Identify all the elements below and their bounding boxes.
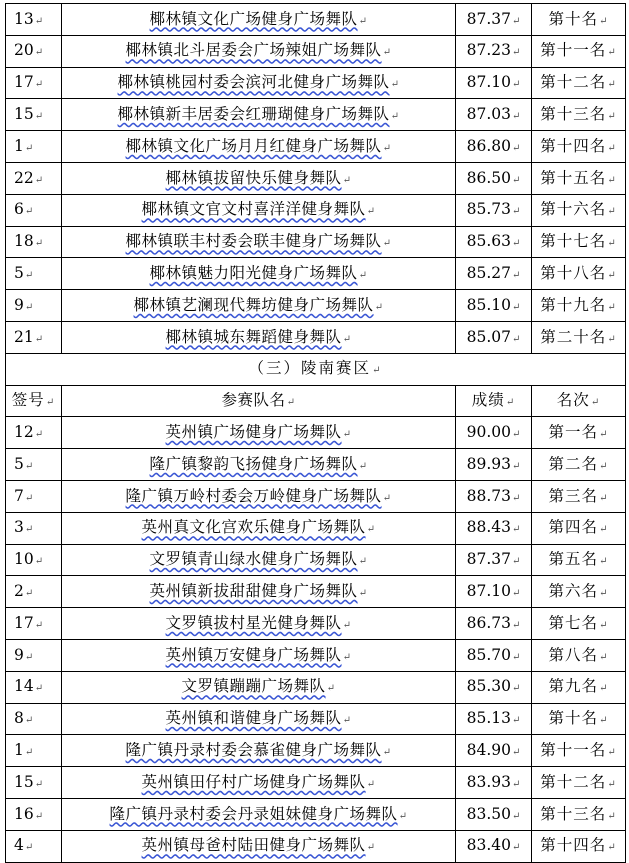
team-name: 椰林镇魅力阳光健身广场舞队↵ [62, 258, 456, 290]
team-score: 85.30↵ [456, 671, 532, 703]
team-score: 83.50↵ [456, 798, 532, 830]
team-rank: 第十三名↵ [532, 798, 626, 830]
paragraph-mark: ↵ [358, 460, 368, 472]
team-rank: 第十九名↵ [532, 290, 626, 322]
paragraph-mark: ↵ [511, 15, 521, 27]
row-number: 5↵ [6, 449, 62, 481]
table-row [6, 735, 626, 767]
row-number: 15↵ [6, 767, 62, 799]
header-no: 签号↵ [6, 385, 62, 417]
team-rank: 第二十名↵ [532, 321, 626, 353]
row-number: 9↵ [6, 639, 62, 671]
team-name: 椰林镇城东舞蹈健身舞队↵ [62, 321, 456, 353]
team-name: 椰林镇艺澜现代舞坊健身广场舞队↵ [62, 290, 456, 322]
table-row [6, 35, 626, 67]
row-number: 4↵ [6, 830, 62, 862]
row-number: 18↵ [6, 226, 62, 258]
paragraph-mark: ↵ [34, 778, 44, 790]
paragraph-mark: ↵ [398, 810, 408, 822]
paragraph-mark: ↵ [24, 270, 34, 282]
team-score: 88.43↵ [456, 512, 532, 544]
paragraph-mark: ↵ [599, 683, 609, 695]
team-name: 椰林镇文化广场月月红健身广场舞队↵ [62, 131, 456, 163]
section-row [6, 353, 626, 385]
paragraph-mark: ↵ [511, 333, 521, 345]
paragraph-mark: ↵ [34, 333, 44, 345]
team-name: 椰林镇北斗居委会广场辣姐广场舞队↵ [62, 35, 456, 67]
paragraph-mark: ↵ [342, 429, 352, 440]
team-rank: 第二名↵ [532, 449, 626, 481]
paragraph-mark: ↵ [342, 333, 352, 345]
paragraph-mark: ↵ [374, 301, 384, 313]
team-score: 85.73↵ [456, 194, 532, 226]
team-rank: 第十一名↵ [532, 735, 626, 767]
paragraph-mark: ↵ [511, 460, 521, 472]
paragraph-mark: ↵ [358, 270, 368, 282]
team-name: 椰林镇文化广场健身广场舞队↵ [62, 4, 456, 36]
team-score: 83.93↵ [456, 767, 532, 799]
paragraph-mark: ↵ [24, 587, 34, 599]
row-number: 17↵ [6, 67, 62, 99]
paragraph-mark: ↵ [358, 587, 368, 599]
paragraph-mark: ↵ [511, 270, 521, 282]
team-name: 椰林镇新丰居委会红珊瑚健身广场舞队↵ [62, 99, 456, 131]
team-name: 隆广镇万岭村委会万岭健身广场舞队↵ [62, 480, 456, 512]
paragraph-mark: ↵ [599, 651, 609, 663]
team-rank: 第七名↵ [532, 608, 626, 640]
paragraph-mark: ↵ [607, 270, 617, 282]
table-row [6, 131, 626, 163]
row-number: 2↵ [6, 576, 62, 608]
team-score: 86.80↵ [456, 131, 532, 163]
paragraph-mark: ↵ [511, 524, 521, 536]
paragraph-mark: ↵ [511, 842, 521, 854]
paragraph-mark: ↵ [607, 301, 617, 313]
team-name: 英州镇万安健身广场舞队↵ [62, 639, 456, 671]
team-name: 英州镇新拔甜甜健身广场舞队↵ [62, 576, 456, 608]
team-rank: 第十三名↵ [532, 99, 626, 131]
table-row [6, 798, 626, 830]
team-rank: 第十四名↵ [532, 131, 626, 163]
paragraph-mark: ↵ [358, 556, 368, 568]
paragraph-mark: ↵ [511, 429, 521, 440]
paragraph-mark: ↵ [326, 683, 336, 695]
team-score: 84.90↵ [456, 735, 532, 767]
table-row [6, 321, 626, 353]
team-score: 85.10↵ [456, 290, 532, 322]
row-number: 20↵ [6, 35, 62, 67]
paragraph-mark: ↵ [366, 842, 376, 854]
paragraph-mark: ↵ [599, 460, 609, 472]
team-rank: 第五名↵ [532, 544, 626, 576]
paragraph-mark: ↵ [34, 111, 44, 123]
paragraph-mark: ↵ [511, 587, 521, 599]
upper-results-body [6, 4, 626, 354]
row-number: 14↵ [6, 671, 62, 703]
table-row [6, 639, 626, 671]
paragraph-mark: ↵ [366, 778, 376, 790]
team-rank: 第十八名↵ [532, 258, 626, 290]
paragraph-mark: ↵ [511, 142, 521, 154]
team-rank: 第八名↵ [532, 639, 626, 671]
paragraph-mark: ↵ [607, 810, 617, 822]
paragraph-mark: ↵ [342, 715, 352, 727]
table-row [6, 671, 626, 703]
team-score: 87.10↵ [456, 576, 532, 608]
table-row [6, 417, 626, 449]
team-rank: 第三名↵ [532, 480, 626, 512]
paragraph-mark: ↵ [599, 429, 609, 440]
paragraph-mark: ↵ [382, 492, 392, 504]
paragraph-mark: ↵ [599, 15, 609, 27]
team-rank: 第十六名↵ [532, 194, 626, 226]
paragraph-mark: ↵ [511, 619, 521, 631]
paragraph-mark: ↵ [34, 619, 44, 631]
paragraph-mark: ↵ [511, 47, 521, 59]
paragraph-mark: ↵ [607, 333, 617, 345]
team-score: 85.07↵ [456, 321, 532, 353]
paragraph-mark: ↵ [366, 524, 376, 536]
paragraph-mark: ↵ [34, 683, 44, 695]
paragraph-mark: ↵ [511, 715, 521, 727]
paragraph-mark: ↵ [24, 206, 34, 218]
team-name: 文罗镇蹦蹦广场舞队↵ [62, 671, 456, 703]
table-row [6, 608, 626, 640]
section-title: （三）陵南赛区↵ [6, 353, 626, 385]
team-score: 87.23↵ [456, 35, 532, 67]
row-number: 10↵ [6, 544, 62, 576]
paragraph-mark: ↵ [599, 556, 609, 568]
paragraph-mark: ↵ [511, 206, 521, 218]
team-rank: 第十一名↵ [532, 35, 626, 67]
paragraph-mark: ↵ [607, 142, 617, 154]
paragraph-mark: ↵ [390, 79, 400, 91]
paragraph-mark: ↵ [382, 746, 392, 758]
paragraph-mark: ↵ [366, 206, 376, 218]
paragraph-mark: ↵ [511, 810, 521, 822]
team-name: 英州镇广场健身广场舞队↵ [62, 417, 456, 449]
team-name: 椰林镇拔留快乐健身舞队↵ [62, 162, 456, 194]
paragraph-mark: ↵ [607, 238, 617, 250]
row-number: 15↵ [6, 99, 62, 131]
paragraph-mark: ↵ [599, 492, 609, 504]
team-rank: 第十名↵ [532, 4, 626, 36]
team-score: 85.70↵ [456, 639, 532, 671]
paragraph-mark: ↵ [382, 238, 392, 250]
paragraph-mark: ↵ [607, 174, 617, 186]
paragraph-mark: ↵ [24, 142, 34, 154]
team-name: 隆广镇丹录村委会慕雀健身广场舞队↵ [62, 735, 456, 767]
team-name: 英州真文化宫欢乐健身广场舞队↵ [62, 512, 456, 544]
paragraph-mark: ↵ [607, 778, 617, 790]
team-score: 86.73↵ [456, 608, 532, 640]
team-score: 85.63↵ [456, 226, 532, 258]
paragraph-mark: ↵ [511, 238, 521, 250]
team-rank: 第一名↵ [532, 417, 626, 449]
paragraph-mark: ↵ [511, 683, 521, 695]
results-document [5, 3, 625, 863]
paragraph-mark: ↵ [24, 492, 34, 504]
results-table [5, 3, 626, 863]
paragraph-mark: ↵ [599, 587, 609, 599]
team-score: 83.40↵ [456, 830, 532, 862]
team-name: 文罗镇拔村星光健身舞队↵ [62, 608, 456, 640]
row-number: 22↵ [6, 162, 62, 194]
paragraph-mark: ↵ [607, 47, 617, 59]
team-name: 椰林镇桃园村委会滨河北健身广场舞队↵ [62, 67, 456, 99]
row-number: 7↵ [6, 480, 62, 512]
team-score: 89.93↵ [456, 449, 532, 481]
table-row [6, 449, 626, 481]
paragraph-mark: ↵ [511, 174, 521, 186]
team-rank: 第十七名↵ [532, 226, 626, 258]
team-rank: 第十名↵ [532, 703, 626, 735]
table-row [6, 290, 626, 322]
table-row [6, 830, 626, 862]
team-rank: 第十二名↵ [532, 67, 626, 99]
header-score: 成绩↵ [456, 385, 532, 417]
table-row [6, 767, 626, 799]
table-row [6, 512, 626, 544]
row-number: 13↵ [6, 4, 62, 36]
lower-results-body [6, 417, 626, 862]
table-row [6, 544, 626, 576]
paragraph-mark: ↵ [34, 238, 44, 250]
team-rank: 第十四名↵ [532, 830, 626, 862]
row-number: 1↵ [6, 735, 62, 767]
paragraph-mark: ↵ [607, 746, 617, 758]
row-number: 12↵ [6, 417, 62, 449]
team-name: 椰林镇文官文村喜洋洋健身舞队↵ [62, 194, 456, 226]
team-name: 隆广镇丹录村委会丹录姐妹健身广场舞队↵ [62, 798, 456, 830]
team-rank: 第九名↵ [532, 671, 626, 703]
row-number: 21↵ [6, 321, 62, 353]
paragraph-mark: ↵ [34, 15, 44, 27]
team-score: 86.50↵ [456, 162, 532, 194]
table-row [6, 194, 626, 226]
team-score: 87.10↵ [456, 67, 532, 99]
paragraph-mark: ↵ [24, 715, 34, 727]
team-name: 英州镇和谐健身广场舞队↵ [62, 703, 456, 735]
paragraph-mark: ↵ [342, 619, 352, 631]
paragraph-mark: ↵ [390, 111, 400, 123]
team-score: 87.37↵ [456, 544, 532, 576]
team-rank: 第四名↵ [532, 512, 626, 544]
team-score: 87.37↵ [456, 4, 532, 36]
team-rank: 第六名↵ [532, 576, 626, 608]
paragraph-mark: ↵ [34, 79, 44, 91]
header-rank: 名次↵ [532, 385, 626, 417]
team-name: 隆广镇黎韵飞扬健身广场舞队↵ [62, 449, 456, 481]
paragraph-mark: ↵ [511, 556, 521, 568]
paragraph-mark: ↵ [511, 778, 521, 790]
table-row [6, 99, 626, 131]
paragraph-mark: ↵ [511, 111, 521, 123]
paragraph-mark: ↵ [24, 301, 34, 313]
row-number: 8↵ [6, 703, 62, 735]
paragraph-mark: ↵ [34, 47, 44, 59]
table-row [6, 480, 626, 512]
paragraph-mark: ↵ [34, 174, 44, 186]
paragraph-mark: ↵ [24, 524, 34, 536]
table-row [6, 258, 626, 290]
team-score: 88.73↵ [456, 480, 532, 512]
paragraph-mark: ↵ [34, 810, 44, 822]
header-team: 参赛队名↵ [62, 385, 456, 417]
paragraph-mark: ↵ [599, 524, 609, 536]
paragraph-mark: ↵ [382, 47, 392, 59]
team-score: 90.00↵ [456, 417, 532, 449]
paragraph-mark: ↵ [382, 142, 392, 154]
row-number: 6↵ [6, 194, 62, 226]
paragraph-mark: ↵ [342, 174, 352, 186]
paragraph-mark: ↵ [24, 460, 34, 472]
paragraph-mark: ↵ [24, 746, 34, 758]
team-score: 87.03↵ [456, 99, 532, 131]
row-number: 9↵ [6, 290, 62, 322]
paragraph-mark: ↵ [511, 301, 521, 313]
paragraph-mark: ↵ [24, 842, 34, 854]
table-row [6, 4, 626, 36]
team-rank: 第十五名↵ [532, 162, 626, 194]
paragraph-mark: ↵ [599, 619, 609, 631]
row-number: 16↵ [6, 798, 62, 830]
table-row [6, 226, 626, 258]
row-number: 17↵ [6, 608, 62, 640]
table-row [6, 703, 626, 735]
paragraph-mark: ↵ [607, 111, 617, 123]
table-header-row [6, 385, 626, 417]
paragraph-mark: ↵ [511, 746, 521, 758]
team-score: 85.13↵ [456, 703, 532, 735]
paragraph-mark: ↵ [511, 492, 521, 504]
paragraph-mark: ↵ [358, 15, 368, 27]
paragraph-mark: ↵ [511, 651, 521, 663]
table-row [6, 67, 626, 99]
paragraph-mark: ↵ [34, 429, 44, 440]
paragraph-mark: ↵ [599, 715, 609, 727]
row-number: 3↵ [6, 512, 62, 544]
table-row [6, 576, 626, 608]
paragraph-mark: ↵ [24, 651, 34, 663]
team-name: 文罗镇青山绿水健身广场舞队↵ [62, 544, 456, 576]
paragraph-mark: ↵ [511, 79, 521, 91]
team-name: 英州镇母爸村陆田健身广场舞队↵ [62, 830, 456, 862]
paragraph-mark: ↵ [607, 206, 617, 218]
row-number: 5↵ [6, 258, 62, 290]
team-name: 英州镇田仔村广场健身广场舞队↵ [62, 767, 456, 799]
paragraph-mark: ↵ [34, 556, 44, 568]
paragraph-mark: ↵ [607, 79, 617, 91]
team-rank: 第十二名↵ [532, 767, 626, 799]
paragraph-mark: ↵ [607, 842, 617, 854]
row-number: 1↵ [6, 131, 62, 163]
table-row [6, 162, 626, 194]
paragraph-mark: ↵ [342, 651, 352, 663]
team-score: 85.27↵ [456, 258, 532, 290]
team-name: 椰林镇联丰村委会联丰健身广场舞队↵ [62, 226, 456, 258]
